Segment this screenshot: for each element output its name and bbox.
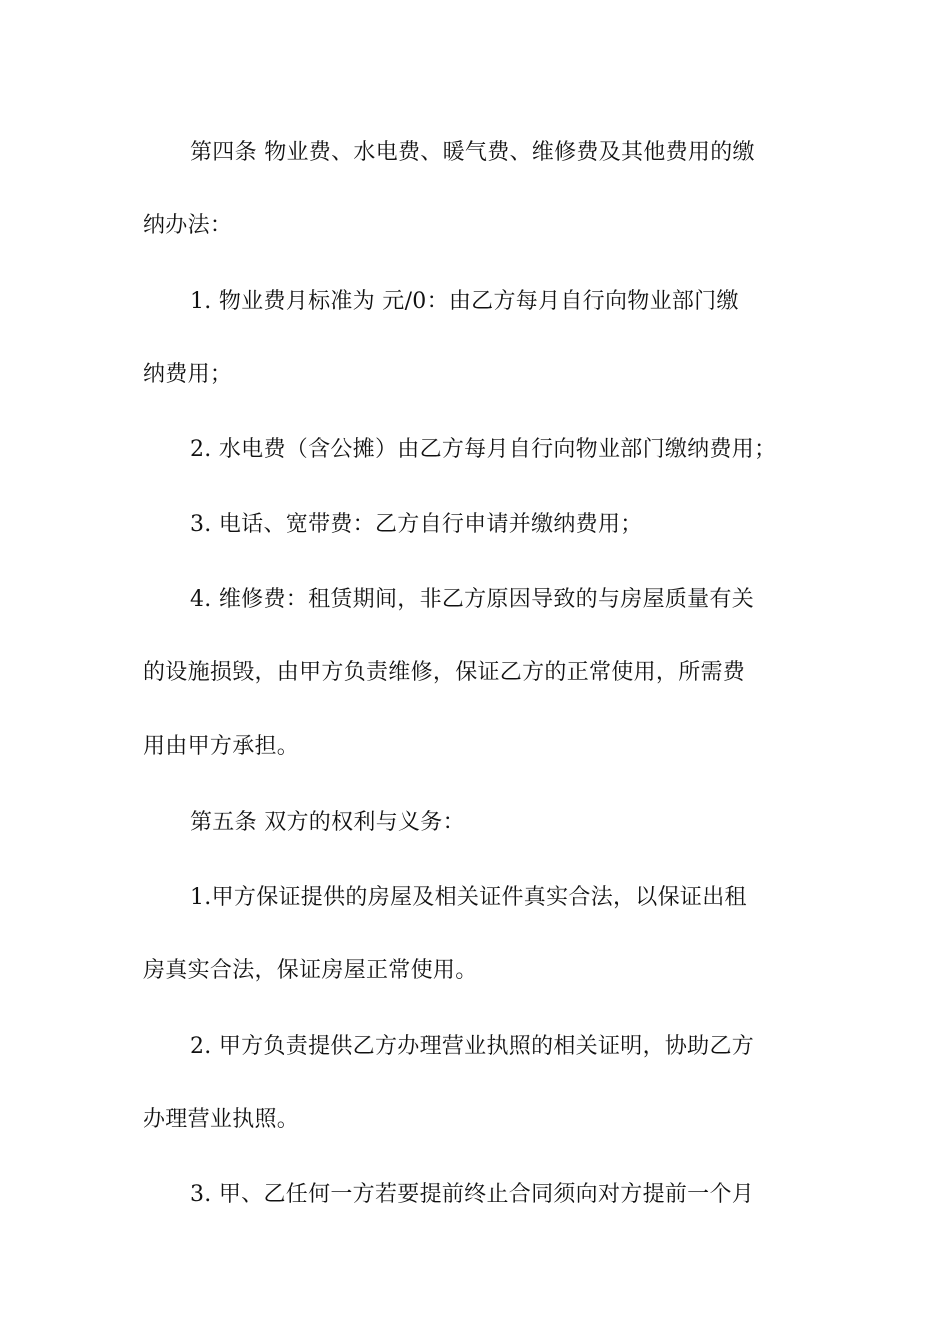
clause-4-4: 4. 维修费：租赁期间，非乙方原因导致的与房屋质量有关: [190, 587, 755, 612]
clause-4-4-cont-2: 用由甲方承担。: [143, 734, 300, 759]
clause-4-3: 3. 电话、宽带费：乙方自行申请并缴纳费用；: [190, 512, 643, 537]
clause-5-2: 2. 甲方负责提供乙方办理营业执照的相关证明，协助乙方: [190, 1034, 755, 1059]
clause-5-1-cont: 房真实合法，保证房屋正常使用。: [143, 958, 478, 983]
clause-5-1: 1.甲方保证提供的房屋及相关证件真实合法，以保证出租: [190, 885, 747, 910]
clause-5-2-cont: 办理营业执照。: [143, 1107, 300, 1132]
clause-4-4-cont-1: 的设施损毁，由甲方负责维修，保证乙方的正常使用，所需费: [143, 660, 746, 685]
clause-5-3: 3. 甲、乙任何一方若要提前终止合同须向对方提前一个月: [190, 1182, 755, 1207]
clause-4-1-cont: 纳费用；: [143, 362, 233, 387]
clause-4-2: 2. 水电费（含公摊）由乙方每月自行向物业部门缴纳费用；: [190, 437, 777, 462]
article-4-heading-cont: 纳办法：: [143, 213, 233, 238]
article-5-heading: 第五条 双方的权利与义务：: [190, 810, 465, 835]
clause-4-1: 1. 物业费月标准为 元/0：由乙方每月自行向物业部门缴: [190, 289, 739, 314]
article-4-heading: 第四条 物业费、水电费、暖气费、维修费及其他费用的缴: [190, 140, 755, 165]
